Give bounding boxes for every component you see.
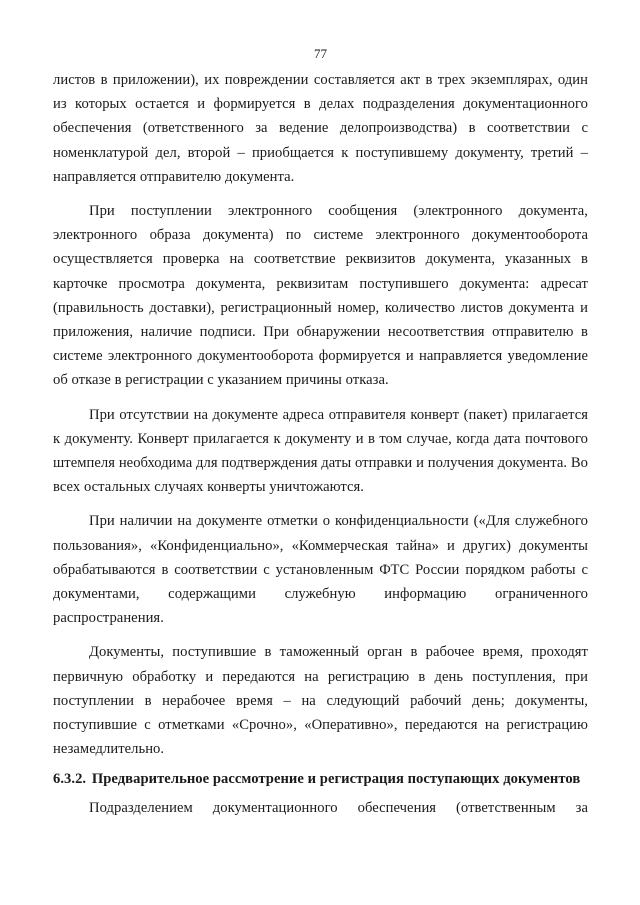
section-number: 6.3.2. [53, 771, 87, 788]
paragraph-working-time: Документы, поступившие в таможенный орган в рабочее время, проходят первичную обработку и передаются на регистрацию в день поступления, при поступлении в нерабочее время – на следующий рабочий день; документы, поступившие с отметками «Срочно», «Оперативно», передаются на регистрацию незамедлительно. [53, 644, 588, 758]
paragraph-continuation: листов в приложении), их повреждении составляется акт в трех экземплярах, один из которых остается и формируется в делах подразделения документационного обеспечения (ответственного за ведение делопроизводства) в соответствии с номенклатурой дел, второй – приобщается к поступившему документу, третий – направляется отправителю документа. [53, 72, 588, 185]
document-body [53, 68, 588, 821]
section-heading [53, 771, 588, 788]
paragraph-confidentiality: При наличии на документе отметки о конфиденциальности («Для служебного пользования», «Конфиденциально», «Коммерческая тайна» и других) документы обрабатываются в соответствии с установленным ФТС России порядком работы с документами, содержащими служебную информацию ограниченного распространения. [53, 513, 588, 627]
page-number: 77 [314, 46, 327, 61]
paragraph-documentation-unit: Подразделением документационного обеспечения (ответственным за [89, 800, 588, 817]
paragraph-envelope: При отсутствии на документе адреса отправителя конверт (пакет) прилагается к документу. Конверт прилагается к документу и в том случае, когда дата почтового штемпеля необходима для подтверждения даты отправки и получения документа. Во всех остальных случаях конверты уничтожаются. [53, 406, 588, 496]
paragraph-electronic-message: При поступлении электронного сообщения (электронного документа, электронного образа документа) по системе электронного документооборота осуществляется проверка на соответствие реквизитов документа, указанных в карточке просмотра документа, реквизитам поступившего документа: адресат (правильность доставки), регистрационный номер, количество листов документа и приложения, наличие подписи. При обнаружении несоответствия отправителю в системе электронного документооборота формируется и направляется уведомление об отказе в регистрации с указанием причины отказа. [53, 203, 588, 389]
section-title: Предварительное рассмотрение и регистрация поступающих документов [91, 771, 581, 788]
